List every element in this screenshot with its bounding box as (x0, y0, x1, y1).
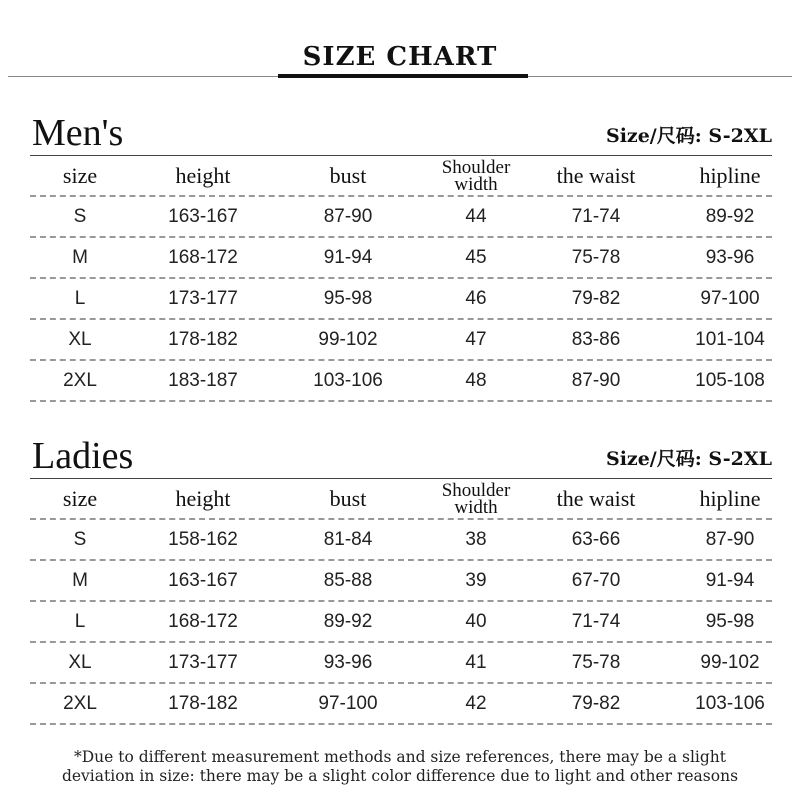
cell-bust: 99-102 (318, 328, 378, 350)
cell-hipline: 103-106 (695, 692, 765, 714)
cell-bust: 81-84 (323, 528, 373, 550)
cell-waist: 67-70 (571, 569, 621, 591)
cell-height: 173-177 (168, 287, 238, 309)
cell-height: 158-162 (168, 528, 238, 550)
cell-size: XL (68, 328, 92, 350)
cell-shoulder-width: 47 (465, 328, 487, 350)
cell-bust: 85-88 (323, 569, 373, 591)
cell-height: 178-182 (168, 328, 238, 350)
ladies-table-body (30, 520, 772, 725)
cell-waist: 79-82 (571, 692, 621, 714)
footnote-line1: *Due to different measurement methods and size references, there may be a slight (73, 748, 727, 766)
cell-size: 2XL (63, 369, 97, 391)
table-row (30, 602, 772, 643)
cell-waist: 71-74 (571, 205, 621, 227)
table-row (30, 643, 772, 684)
cell-height: 163-167 (168, 569, 238, 591)
cell-bust: 93-96 (323, 651, 373, 673)
cell-hipline: 87-90 (705, 528, 755, 550)
cell-bust: 97-100 (318, 692, 378, 714)
col-header-waist: the waist (556, 485, 636, 511)
cell-size: M (72, 246, 88, 268)
size-range-label: Size/尺码: S-2XL (605, 448, 772, 470)
cell-height: 178-182 (168, 692, 238, 714)
col-header-hipline: hipline (699, 162, 761, 188)
col-header-height: height (175, 485, 231, 511)
cell-hipline: 93-96 (705, 246, 755, 268)
cell-size: L (74, 610, 86, 632)
cell-waist: 87-90 (571, 369, 621, 391)
cell-height: 168-172 (168, 246, 238, 268)
size-range-label: Size/尺码: S-2XL (605, 125, 772, 147)
table-header-row (30, 479, 772, 520)
cell-size: XL (68, 651, 92, 673)
cell-bust: 95-98 (323, 287, 373, 309)
cell-shoulder-width: 42 (465, 692, 487, 714)
table-header-row (30, 156, 772, 197)
col-header-waist: the waist (556, 162, 636, 188)
cell-size: M (72, 569, 88, 591)
ladies-header (30, 435, 772, 475)
page-title: SIZE CHART (302, 42, 498, 72)
col-header-shoulder-line1: Shoulder (441, 156, 511, 178)
cell-hipline: 101-104 (695, 328, 765, 350)
cell-shoulder-width: 40 (465, 610, 487, 632)
col-header-shoulder-line1: Shoulder (441, 479, 511, 501)
section-title-ladies: Ladies (32, 435, 134, 477)
cell-hipline: 95-98 (705, 610, 755, 632)
col-header-bust: bust (329, 162, 367, 188)
cell-waist: 79-82 (571, 287, 621, 309)
table-row (30, 320, 772, 361)
cell-waist: 71-74 (571, 610, 621, 632)
cell-shoulder-width: 39 (465, 569, 487, 591)
cell-hipline: 105-108 (695, 369, 765, 391)
cell-hipline: 91-94 (705, 569, 755, 591)
cell-shoulder-width: 48 (465, 369, 487, 391)
cell-height: 173-177 (168, 651, 238, 673)
col-header-size: size (62, 162, 98, 188)
cell-waist: 75-78 (571, 246, 621, 268)
cell-shoulder-width: 45 (465, 246, 487, 268)
col-header-shoulder-width (416, 479, 536, 518)
cell-shoulder-width: 46 (465, 287, 487, 309)
title-underline (278, 74, 528, 78)
section-title-mens: Men's (32, 112, 124, 154)
cell-size: 2XL (63, 692, 97, 714)
cell-hipline: 89-92 (705, 205, 755, 227)
col-header-shoulder-line2: width (454, 496, 498, 518)
col-header-shoulder-width (416, 156, 536, 195)
table-row (30, 197, 772, 238)
cell-shoulder-width: 38 (465, 528, 487, 550)
cell-hipline: 99-102 (700, 651, 760, 673)
table-row (30, 279, 772, 320)
mens-section (30, 112, 772, 402)
col-header-size: size (62, 485, 98, 511)
col-header-height: height (175, 162, 231, 188)
cell-bust: 89-92 (323, 610, 373, 632)
cell-bust: 103-106 (313, 369, 383, 391)
mens-header (30, 112, 772, 152)
cell-size: S (73, 205, 87, 227)
cell-waist: 75-78 (571, 651, 621, 673)
ladies-section (30, 435, 772, 725)
table-row (30, 238, 772, 279)
footnote (0, 748, 800, 786)
cell-size: L (74, 287, 86, 309)
cell-height: 168-172 (168, 610, 238, 632)
cell-waist: 63-66 (571, 528, 621, 550)
col-header-bust: bust (329, 485, 367, 511)
footnote-line2: deviation in size: there may be a slight color difference due to light and other reasons (61, 767, 739, 785)
cell-bust: 91-94 (323, 246, 373, 268)
cell-hipline: 97-100 (700, 287, 760, 309)
cell-size: S (73, 528, 87, 550)
cell-waist: 83-86 (571, 328, 621, 350)
table-row (30, 520, 772, 561)
table-row (30, 361, 772, 402)
cell-height: 183-187 (168, 369, 238, 391)
cell-shoulder-width: 41 (465, 651, 487, 673)
col-header-hipline: hipline (699, 485, 761, 511)
table-row (30, 684, 772, 725)
cell-shoulder-width: 44 (465, 205, 487, 227)
cell-height: 163-167 (168, 205, 238, 227)
col-header-shoulder-line2: width (454, 173, 498, 195)
cell-bust: 87-90 (323, 205, 373, 227)
chart-title-area (0, 0, 800, 80)
mens-table-body (30, 197, 772, 402)
table-row (30, 561, 772, 602)
